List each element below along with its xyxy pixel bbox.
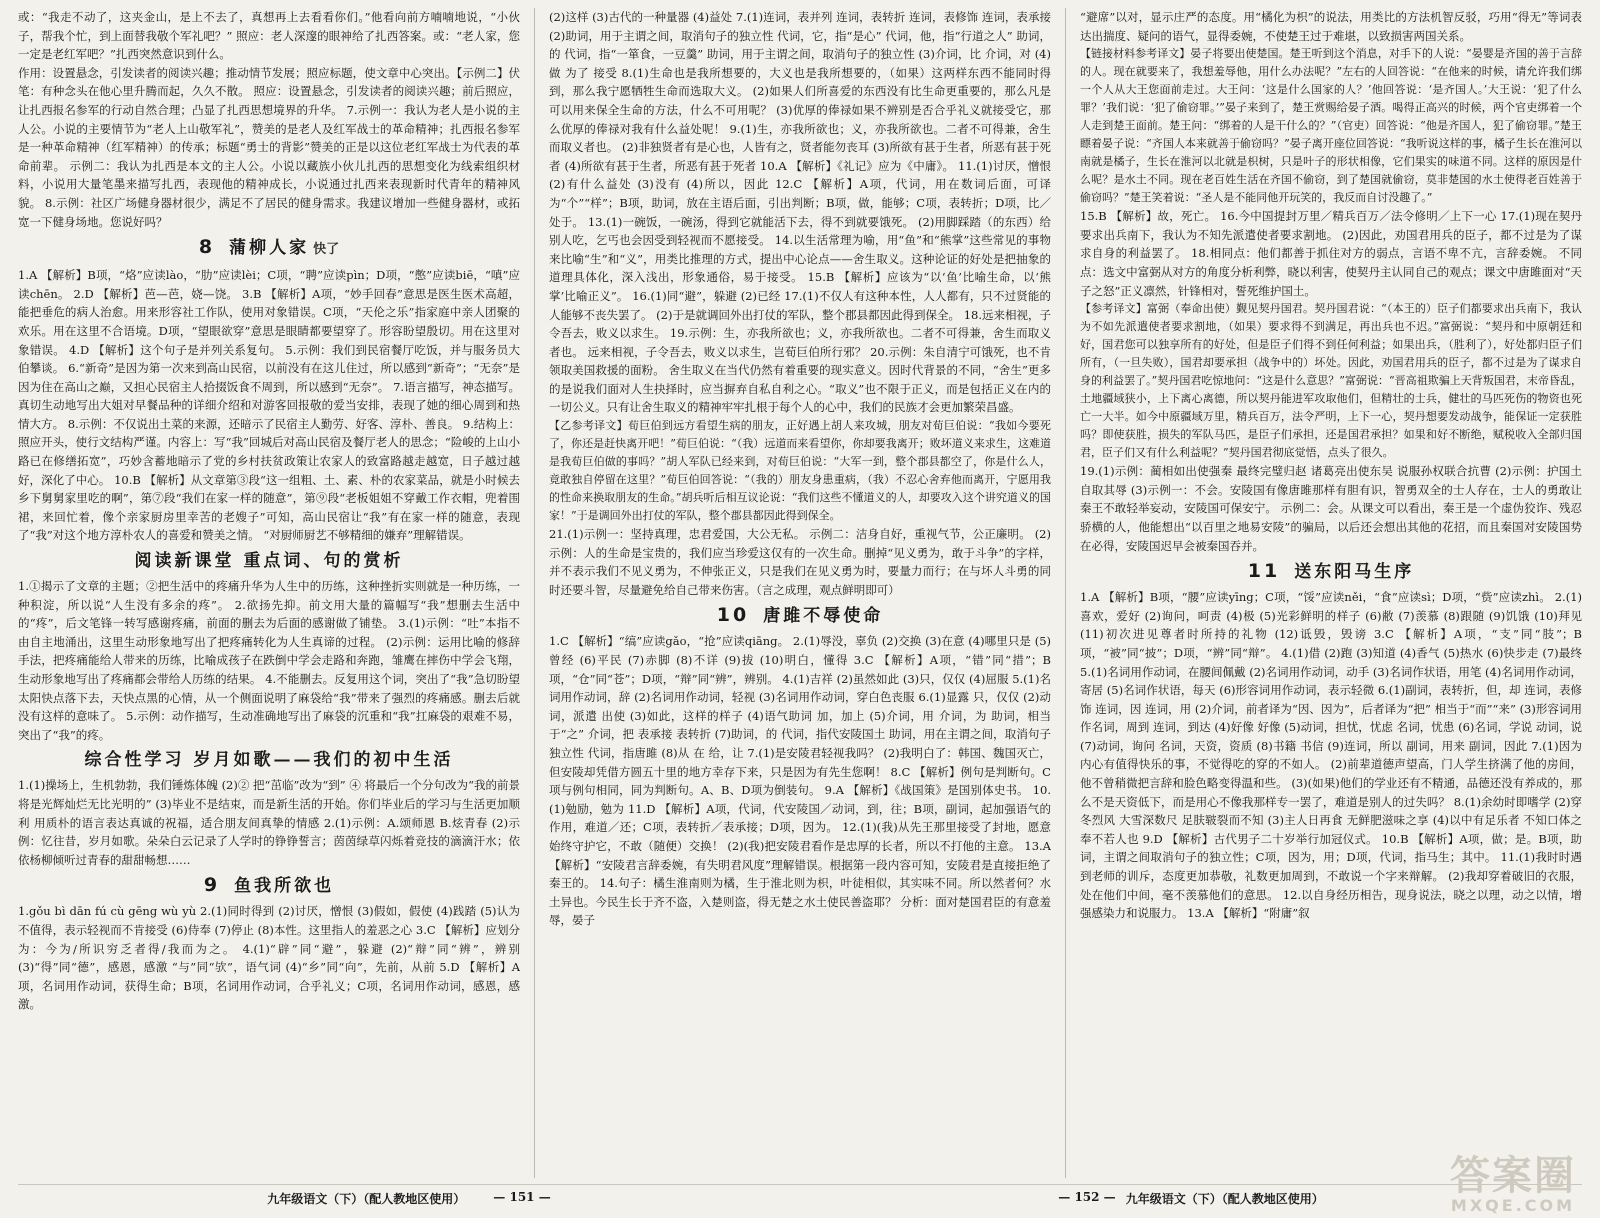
paragraph: 1.(1)操场上，生机勃勃，我们锤炼体魄 (2)② 把“茁临”改为“到” ④ 将最后一个分句改为“我的前景将是光辉灿烂无比光明的” (3)毕业不是结束，而是新生活的开始。你们毕业后的学习与生活更加顺利 用质朴的语言表达真诚的祝福，适合朋友间真挚的情感 2.(1)示例：A.颂师恩 B.炫青春 (2)示例：忆往昔，岁月如歌。朵朵白云记录了人学时的铮铮誓言；茵茵绿草闪烁着竞技的滴滴汗水；依依杨柳倾听过青春的甜甜畅想…… [18,778,520,867]
page-number: — 151 — [493,1189,551,1204]
paragraph: 1.A 【解析】B项，“腰”应读yīng；C项，“馁”应读něi，“食”应读sì；D项，“赀”应读zhì。 2.(1)喜欢，爱好 (2)询问，呵责 (4)极 (5)光彩鲜明的样子 (6)敝 (7)羡慕 (8)跟随 (9)饥饿 (10)拜见 (11)初次进见尊者时所持的礼物 (12)诋毁，毁谤 3.C 【解析】A项，“支”同“肢”；B项，“被”同“披”；D项，“辨”同“辩”。 4.(1)借 (2)跑 (3)知道 (4)香气 (5)热水 (6)快步走 (7)最终 5.(1)名词用作动词，在腰间佩戴 (2)名词用作动词，动手 (3)名词作状语，用笔 (4)名词用作动词，寄居 (5)名词作状语，每天 (6)形容词用作动词，表示轻微 6.(1)副词，表转折，但，却 连词，表修饰 连词，因 连词，用 (2)介词，前者译为“因、因为”，后者译为“把” 相当于“而”“来” (3)形容词用作名词，周到 连词，到达 (4)好像 好像 (5)动词，担忧，忧虑 名词，忧患 (6)名词，学说 动词，说 (7)动词，询问 名词，天资，资质 (8)书籍 书信 (9)连词，所以 副词，用来 副词，因此 7.(1)因为内心有值得快乐的事，不觉得吃的穿的不如人。 (2)前辈道德声望高，门人学生挤满了他的房间，他不曾稍微把言辞和脸色略变得温和些。 (3)(如果)他们的学业还有不精通，品德还没有养成的，那么不是天资低下，而是用心不像我那样专一罢了，难道是别人的过失吗？ 8.(1)余幼时即嗜学 (2)穿冬烈风 大雪深数尺 足肤皲裂而不知 (3)主人日再食 无鲜肥滋味之享 (4)以中有足乐者 不知口体之奉不若人也 9.D 【解析】古代男子二十岁举行加冠仪式。 10.B 【解析】A项，做；是。B项，助词，主谓之间取消句子的独立性；C项，因为，用；D项，代词，指马生；其中。 11.(1)我时时遇到老师的训斥，态度更加恭敬，礼数更加周到，不敢说一个字来辩解。 (2)我却穿着破旧的衣服，处在他们中间，毫不羡慕他们的意思。 12.以自身经历相告，现身说法，晓之以理，动之以情，增强感染力和说服力。 13.A 【解析】“附庸”叙 [1080,590,1582,921]
lesson-title-10 [549,602,1051,629]
page-number: — 152 — [1058,1189,1116,1204]
paragraph: (2)这样 (3)古代的一种量器 (4)益处 7.(1)连词，表并列 连词，表转折 连词，表修饰 连词，表承接 (2)助词，用于主谓之间，取消句子的独立性 代词，它，指“是心” 代词，他，指“行道之人” 助词，的 代词，指“一箪食，一豆羹” 助词，用于主谓之间，取消句子的独立性 (3)介词，比 介词，对 (4)做 为了 接受 8.(1)生命也是我所想要的，大义也是我所想要的，（如果）这两样东西不能同时得到，那么我宁愿牺牲生命而选取大义。 (2)如果人们所喜爱的东西没有比生命更重要的，那么凡是可以用来保全生命的方法，什么不可用呢？ (3)优厚的俸禄如果不辨别是否合乎礼义就接受它，那么优厚的俸禄对我有什么益处呢！ 9.(1)生，亦我所欲也；义，亦我所欲也。二者不可得兼，舍生而取义者也。 (2)非独贤者有是心也，人皆有之，贤者能勿丧耳 (3)所欲有甚于生者，所恶有甚于死者 (4)所欲有甚于生者，所恶有甚于死者 10.A 【解析】《礼记》应为《中庸》。 11.(1)讨厌，憎恨 (2)有什么益处 (3)没有 (4)所以，因此 12.C 【解析】A项，代词，用在数词后面，可译为“个”“样”；B项，助词，放在主语后面，引出判断；B项，做，能够；C项，表转折；D项，比／处于。 13.(1)一碗饭，一碗汤，得到它就能活下去，得不到就要饿死。 (2)用脚踩踏（的东西）给别人吃，乞丐也会因受到轻视而不愿接受。 14.以生活常理为喻，用“鱼”和“熊掌”这些常见的事物来比喻“生”和“义”，用类比推理的方式，提出中心论点——舍生取义。这种论证的好处是把抽象的道理具体化，深入浅出，形象通俗，易于接受。 15.B 【解析】应该为“以‘鱼’比喻生命，以‘熊掌’比喻正义”。 16.(1)同“避”，躲避 (2)已经 17.(1)不仅人有这种本性，人人都有，只不过贤能的人能够不丧失罢了。 (2)于是就调回外出打仗的军队，整个郡县都因此得到保全。 18.远来相视，子令吾去，败义以求生。 19.示例：生，亦我所欲也；义，亦我所欲也。二者不可得兼，舍生而取义者也。 远来相视，子令吾去，败义以求生，岂荀巨伯所行邪？ 20.示例：朱自清宁可饿死，也不肯领取美国救援的面粉。 舍生取义在当代仍然有着重要的现实意义。因时代背景的不同，“舍生”更多的是说我们面对人生抉择时，应当摒弃自私自利之心。“取义”也不限于正义，而是包括正义在内的一切公义。只有让舍生取义的精神牢牢扎根于每个人的心中，我们的民族才会更加繁荣昌盛。 [549,10,1051,415]
column-3 [1080,8,1582,1178]
lesson-title-8 [18,234,520,263]
lesson-name: 送东阳马生序 [1294,562,1415,583]
lesson-number: 8 [198,236,216,259]
footer-left [18,1190,800,1207]
text-columns [18,8,1582,1178]
column-divider [1065,8,1066,1178]
paragraph: 19.(1)示例：蔺相如出使强秦 最终完璧归赵 诸葛亮出使东吴 说服孙权联合抗曹 (2)示例：护国土 自取其辱 (3)示例一：不会。安陵国有像唐雎那样有胆有识，智勇双全的士人存在，士人的勇敢让秦王不敢轻举妄动，安陵国可保安宁。 示例二：会。从课文可以看出，秦王是一个虚伪狡诈、残忍骄横的人，他能想出“以百里之地易安陵”的骗局，以后还会想出其他的花招，而且秦国对安陵国势在必得，安陵国迟早会被秦国吞并。 [1080,464,1582,553]
watermark-logo-text: 答案圈 [1450,1153,1576,1199]
reference-translation: 【链接材料参考译文】晏子将要出使楚国。楚王听到这个消息，对手下的人说：“晏婴是齐国的善于言辞的人。现在就要来了，我想羞辱他，用什么办法呢？”左右的人回答说：“在他来的时候，请允许我们绑一个人从大王您面前走过。大王问：‘这是什么国家的人？’他回答说：‘是齐国人。’大王说：‘犯了什么罪？’我们说：‘犯了偷窃罪。’”晏子来到了，楚王赏赐给晏子酒。喝得正高兴的时候，两个官吏绑着一个人走到楚王面前。楚王问：“绑着的人是干什么的？”（官吏）回答说：“他是齐国人，犯了偷窃罪。”楚王瞟着晏子说：“齐国人本来就善于偷窃吗？”晏子离开座位回答说：“我听说这样的事，橘子生长在淮河以南就是橘子，生长在淮河以北就是枳树，只是叶子的形状相像，它们果实的味道不同。这样的原因是什么呢？是水土不同。现在老百姓生活在齐国不偷窃，到了楚国就偷窃，莫非楚国的水土使得老百姓善于偷窃吗？”楚王笑着说：“圣人是不能同他开玩笑的，我反而自讨没趣了。” [1080,47,1582,205]
site-watermark [1450,1153,1576,1215]
lesson-name: 唐雎不辱使命 [763,606,884,627]
lesson-number: 10 [716,604,750,627]
lesson-title-11 [1080,558,1582,585]
lesson-name: 鱼我所欲也 [234,876,335,897]
page-footer [18,1184,1582,1211]
paragraph: “避席”以对，显示庄严的态度。用“橘化为枳”的说法，用类比的方法机智反驳，巧用“得无”等词表达出揣度、疑问的语气，显得委婉，不使楚王过于难堪，以致损害两国关系。 [1080,10,1582,43]
paragraph: 作用：设置悬念，引发读者的阅读兴趣；推动情节发展；照应标题，使文章中心突出。【示例二】伏笔：有种念头在他心里升腾而起，久久不散。 照应：设置悬念，引发读者的阅读兴趣；前后照应，让扎西报名参军的行动自然合理；凸显了扎西思想境界的升华。 7.示例一：我认为老人是小说的主人公。小说的主要情节为“老人上山敬军礼”，赞美的是老人及红军战士的革命精神；扎西报名参军是一种革命精神（红军精神）的传承；标题“勇士的背影”赞美的正是以这位老红军战士为代表的革命前辈。 示例二：我认为扎西是本文的主人公。小说以藏族小伙儿扎西的思想变化为线索组织材料，小说用大量笔墨来描写扎西，表现他的精神成长，小说通过扎西来表现新时代青年的精神风貌。 8.示例：社区广场健身器材很少，满足不了居民的健身需求。我建议增加一些健身器材，或拓宽一下健身场地。您说好吗？ [18,65,520,229]
column-1 [18,8,520,1178]
lesson-name: 蒲柳人家 [229,238,310,259]
lesson-title-9 [18,872,520,899]
paragraph: 15.B 【解析】故，死亡。 16.今中国提封万里／精兵百万／法令修明／上下一心 17.(1)现在契丹要求出兵南下，我认为不知先派遣使者要求割地。 (2)因此，劝国君用兵的臣子，都不过是为了谋求自身的利益罢了。 18.相同点：他们都善于抓住对方的弱点，言语不卑不亢，言辞委婉。 不同点：选文中富弼从对方的角度分析利弊，晓以利害，使契丹主认同自己的观点；课文中唐雎面对“天子之怒”正义凛然，针锋相对，誓死维护国土。 [1080,209,1582,298]
reference-translation: 【参考译文】富弼（奉命出使）觐见契丹国君。契丹国君说：“（本王的）臣子们都要求出兵南下，我认为不如先派遣使者要求割地，（如果）要求得不到满足，再出兵也不迟。”富弼说：“契丹和中原朝廷和好，国君您可以独享所有的好处，但是臣子们得不到任何利益；如果出兵，（胜利了），好处都归臣子们所有，（一旦失败），国君却要承担（战争中的）坏处。因此，劝国君用兵的臣子，都不过是为了谋求自身的利益罢了。”契丹国君吃惊地问：“这是什么意思？”富弼说：“晋高祖欺骗上天背叛国君，末帝昏乱，土地疆域狭小，上下离心离德，所以契丹能进军攻取他们，但精壮的士兵，健壮的马匹死伤的物资也死亡一大半。如今中原疆域万里，精兵百万，法令严明，上下一心，契丹想要发动战争，能保证一定获胜吗？即使获胜，损失的军队马匹，是臣子们承担，还是国君承担？如果和好不断绝，赋税收入全部归国君，臣子们又有什么利益呢？”契丹国君彻底觉悟，点头了很久。 [1080,302,1582,460]
section-title-reading: 阅读新课堂 重点词、句的赏析 [134,551,404,572]
reference-translation: 【乙参考译文】荀巨伯到远方看望生病的朋友，正好遇上胡人来攻城，朋友对荀巨伯说：“我如今要死了，你还是赶快离开吧！”荀巨伯说：“（我）远道而来看望你，你却要我离开；败坏道义来求生，这难道是我荀巨伯做的事吗？”胡人军队已经来到，对荀巨伯说：“大军一到，整个郡县都空了，你是什么人，竟敢独自停留在这里？”荀巨伯回答说：“（我的）朋友身患重病，（我）不忍心舍弃他而离开，宁愿用我的性命来换取朋友的生命。”胡兵听后相互议论说：“我们这些不懂道义的人，却要攻入这个讲究道义的国家！”于是调回外出打仗的军队，整个郡县都因此得到保全。 [549,419,1051,523]
handwritten-note: 快了 [313,242,340,258]
footer-book-title: 九年级语文（下）（配人教地区使用） [1125,1191,1324,1206]
section-title-comprehensive: 综合性学习 岁月如歌——我们的初中生活 [84,750,454,771]
paragraph: 1.①揭示了文章的主题；②把生活中的疼痛升华为人生中的历练，这种挫折实则就是一种历练，一种积淀，所以说“人生没有多余的疼”。 2.欲扬先抑。前文用大量的篇幅写“我”想删去生活中的“疼”，后文笔锋一转写感谢疼痛，前面的删去为后面的感谢做了铺垫。 3.(1)示例：“吐”本指不由自主地涌出，这里生动形象地写出了把疼痛转化为人生真谛的过程。 (2)示例：运用比喻的修辞手法，把疼痛能给人带来的历练，比喻成孩子在跌倒中学会走路和奔跑，雏鹰在摔伤中学会飞翔，生动形象地写出了疼痛都会带给人历练的结果。 4.不能删去。反复用这个词，突出了“我”急切盼望太阳快点落下去，天快点黑的心情，从一个侧面说明了麻袋给“我”带来了强烈的疼痛感。删去后就没有这样的意味了。 5.示例：动作描写，生动准确地写出了麻袋的沉重和“我”扛麻袋的艰难不易，突出了“我”的疼。 [18,579,520,742]
watermark-url: MXQE.COM [1450,1196,1576,1215]
column-2 [549,8,1051,1178]
footer-book-title: 九年级语文（下）（配人教地区使用） [267,1191,466,1206]
paragraph: 1.gǒu bì dān fú cù gēng wù yù 2.(1)同时得到 (2)讨厌，憎恨 (3)假如，假使 (4)践踏 (5)认为不值得，表示轻视而不肯接受 (6)侍奉 (7)停止 (8)本性。这里指人的羞恶之心 3.C 【解析】应划分为：今为/所识穷乏者得/我而为之。 4.(1)“辟”同“避”，躲避 (2)“辩”同“辨”，辨别 (3)“得”同“德”，感恩，感激 “与”同“欤”，语气词 (4)“乡”同“向”，先前，从前 5.D 【解析】A项，名词用作动词，获得生命；B项，名词用作动词，合乎礼义；C项，名词用作动词，感恩，感激。 [18,904,520,1012]
lesson-number: 9 [203,874,221,897]
paragraph: 1.C 【解析】“缟”应读gǎo，“抢”应读qiāng。 2.(1)辱没，辜负 (2)交换 (3)在意 (4)哪里只是 (5)曾经 (6)平民 (7)赤脚 (8)不详 (9)拔 (10)明白，懂得 3.C 【解析】A项，“错”同“措”；B项，“仓”同“苍”；D项，“辩”同“辨”，辨别。 4.(1)吉祥 (2)虽然如此 (3)只，仅仅 (4)屈服 5.(1)名词用作动词，辞 (2)名词用作动词，轻视 (3)名词用作动词，穿白色丧服 6.(1)显露 只，仅仅 (2)动词，派遣 出使 (3)如此，这样的样子 (4)语气助词 加，加上 (5)介词，用 介词，为 助词，相当于“之” 介词，把 表承接 表转折 (7)助词，的 代词，指代安陵国土 助词，用在主谓之间，取消句子独立性 代词，指唐雎 (8)从 在 给，让 7.(1)是安陵君轻视我吗？ (2)我明白了：韩国、魏国灭亡，但安陵却凭借方圆五十里的地方幸存下来，只是因为有先生您啊！ 8.C 【解析】例句是判断句。C项与例句相同，同为判断句。A、B、D项为倒装句。 9.A 【解析】《战国策》是国别体史书。 10.(1)勉励，勉为 11.D 【解析】A项，代词，代安陵国／动词，到，往；B项，副词，起加强语气的作用，难道／还；C项，表转折／表承接；D项，因为。 12.(1)(我)从先王那里接受了封地，愿意始终守护它，不敢（随便）交换！ (2)(我)把安陵君看作是忠厚的长者，所以不打他的主意。 13.A 【解析】“安陵君言辞委婉，有失明君风度”理解错误。根据第一段内容可知，安陵君是直接拒绝了秦王的。 14.句子：橘生淮南则为橘，生于淮北则为枳，叶徒相似，其实味不同。所以然者何？水土异也。今民生长于齐不盗，入楚则盗，得无楚之水土使民善盗耶？ 分析：面对楚国君臣的有意羞辱，晏子 [549,634,1051,928]
lesson-number: 11 [1247,560,1281,583]
paragraph: 1.A 【解析】B项，“烙”应读lào，“肋”应读lèi；C项，“聘”应读pìn；D项，“憋”应读biē，“嗔”应读chēn。 2.D 【解析】芭—芭，娆—饶。 3.B 【解析】A项，“妙手回春”意思是医生医术高超，能把垂危的病人治愈。用来形容社工作队，使用对象错误。C项，“天伦之乐”指家庭中亲人团聚的欢乐。用在这里不合语境。D项，“望眼欲穿”意思是眼睛都要望穿了。形容盼望殷切。用在这里对象错误。 4.D 【解析】这个句子是并列关系复句。 5.示例：我们到民宿餐厅吃饭，并与服务员大伯攀谈。 6.“新奇”是因为第一次来到高山民宿，以前没有在这儿住过，所以感到“新奇”；“无奈”是因为住在高山之巅，又担心民宿主人拾掇饭食不周到，所以感到“无奈”。 7.语言描写，神态描写。真切生动地写出大姐对早餐品种的详细介绍和对游客回报敬的爱当安排，表现了她的细心周到和热情大方。 8.示例：不仅说出土菜的来源，还暗示了民宿主人勤劳、好客、淳朴、善良。 9.结构上：照应开头，使行文结构严谨。内容上：写“我”回城后对高山民宿及餐厅老人的思念；“险峻的上山小路已在修缮拓宽”，巧妙含蓄地暗示了党的乡村扶贫政策让农家人的致富路越走越宽，日子越过越好，深化了中心。 10.B 【解析】从文章第③段“这一组粗、土、素、朴的农家菜品，就是小时候去乡下舅舅家里吃的啊”，第⑦段“我们在家一样的随意”，第⑨段“老板姐姐不穿戴工作衣帽，兜着围裙，来回忙着，像个亲家厨房里幸苦的老嫂子”可知，高山民宿让“我”有在家一样的随意，表现了“我”对这个地方淳朴农人的喜爱和赞美之情。 “对厨师厨艺不够精细的嫌弃”理解错误。 [18,268,520,543]
paragraph: 21.(1)示例一：坚持真理，忠君爱国，大公无私。 示例二：洁身自好，重视气节，公正廉明。 (2)示例：人的生命是宝贵的，我们应当珍爱这仅有的一次生命。删掉“见义勇为，敢于斗争”的字样，并不表示我们不见义勇为，不伸张正义，只是我们在见义勇为时，要量力而行；在与坏人斗勇的同时还要斗智，尽量避免给自己带来伤害。（言之成理，观点鲜明即可） [549,527,1051,597]
paragraph: 或：“我走不动了，这夹金山，是上不去了，真想再上去看看你们。”他看向前方喃喃地说，“小伙子，帮我个忙，到上面替我敬个军礼吧？” 照应：老人深邃的眼神给了扎西答案。或：“老人家，您一定是老红军吧？”扎西突然意识到什么。 [18,10,520,62]
column-divider [534,8,535,1178]
